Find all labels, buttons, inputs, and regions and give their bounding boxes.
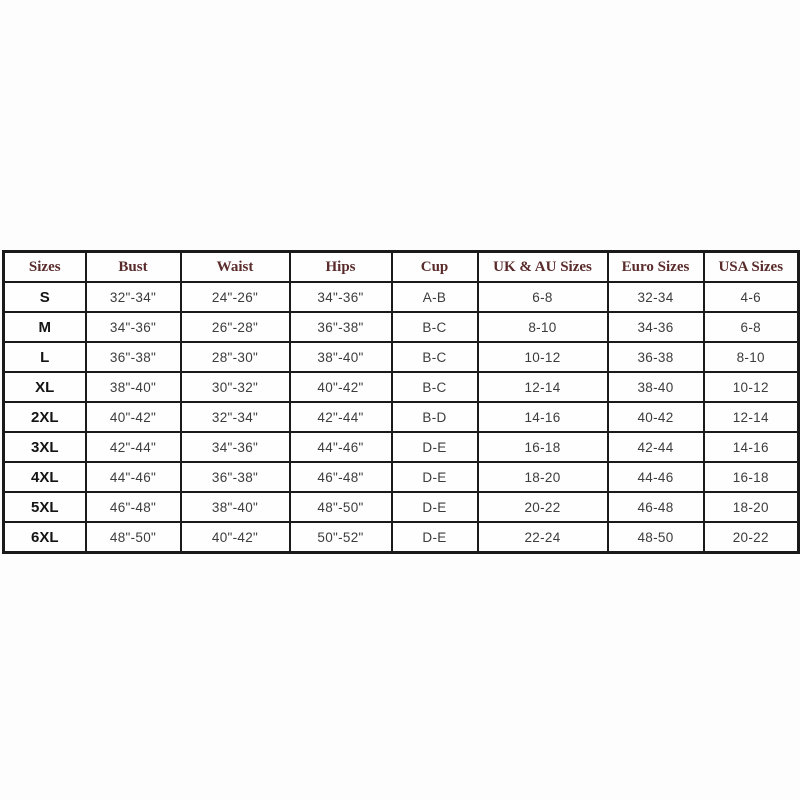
table-cell: D-E	[392, 432, 478, 462]
table-cell: 10-12	[478, 342, 608, 372]
table-cell: 38-40	[608, 372, 704, 402]
table-cell: 38"-40"	[86, 372, 181, 402]
table-cell: 44"-46"	[86, 462, 181, 492]
table-cell: 8-10	[704, 342, 799, 372]
table-cell: 20-22	[704, 522, 799, 553]
table-cell: 24"-26"	[181, 282, 290, 312]
table-cell: A-B	[392, 282, 478, 312]
table-cell: 26"-28"	[181, 312, 290, 342]
table-row	[4, 312, 799, 342]
table-cell: 16-18	[704, 462, 799, 492]
table-cell: 34"-36"	[181, 432, 290, 462]
table-cell: 6-8	[478, 282, 608, 312]
table-cell: 16-18	[478, 432, 608, 462]
column-header: Sizes	[4, 252, 86, 283]
table-cell: 28"-30"	[181, 342, 290, 372]
table-cell: 36"-38"	[290, 312, 392, 342]
size-label-cell: XL	[4, 372, 86, 402]
table-cell: 34"-36"	[290, 282, 392, 312]
table-cell: 48-50	[608, 522, 704, 553]
table-row	[4, 432, 799, 462]
size-label-cell: 2XL	[4, 402, 86, 432]
table-cell: 40"-42"	[86, 402, 181, 432]
table-cell: 12-14	[478, 372, 608, 402]
table-cell: 34"-36"	[86, 312, 181, 342]
table-cell: D-E	[392, 492, 478, 522]
table-row	[4, 342, 799, 372]
table-cell: 8-10	[478, 312, 608, 342]
table-cell: 20-22	[478, 492, 608, 522]
table-cell: B-D	[392, 402, 478, 432]
table-cell: 36-38	[608, 342, 704, 372]
size-label-cell: 4XL	[4, 462, 86, 492]
table-cell: 18-20	[478, 462, 608, 492]
table-cell: 50"-52"	[290, 522, 392, 553]
table-row	[4, 492, 799, 522]
table-cell: 44"-46"	[290, 432, 392, 462]
table-cell: 32"-34"	[86, 282, 181, 312]
table-row	[4, 402, 799, 432]
column-header: Euro Sizes	[608, 252, 704, 283]
table-cell: B-C	[392, 342, 478, 372]
table-cell: 42"-44"	[86, 432, 181, 462]
table-cell: 40"-42"	[181, 522, 290, 553]
header-row	[4, 252, 799, 283]
column-header: USA Sizes	[704, 252, 799, 283]
table-cell: 36"-38"	[181, 462, 290, 492]
column-header: Waist	[181, 252, 290, 283]
table-cell: 4-6	[704, 282, 799, 312]
table-cell: 12-14	[704, 402, 799, 432]
table-cell: 22-24	[478, 522, 608, 553]
table-cell: 40-42	[608, 402, 704, 432]
table-cell: 48"-50"	[290, 492, 392, 522]
column-header: UK & AU Sizes	[478, 252, 608, 283]
table-cell: 44-46	[608, 462, 704, 492]
table-cell: 10-12	[704, 372, 799, 402]
table-cell: 14-16	[478, 402, 608, 432]
table-cell: B-C	[392, 372, 478, 402]
table-cell: D-E	[392, 522, 478, 553]
table-cell: 30"-32"	[181, 372, 290, 402]
table-cell: 42-44	[608, 432, 704, 462]
size-label-cell: S	[4, 282, 86, 312]
table-cell: 18-20	[704, 492, 799, 522]
column-header: Hips	[290, 252, 392, 283]
table-cell: 38"-40"	[181, 492, 290, 522]
column-header: Bust	[86, 252, 181, 283]
table-row	[4, 282, 799, 312]
table-cell: 46-48	[608, 492, 704, 522]
table-cell: 46"-48"	[86, 492, 181, 522]
table-cell: 40"-42"	[290, 372, 392, 402]
table-row	[4, 462, 799, 492]
size-label-cell: 3XL	[4, 432, 86, 462]
table-cell: B-C	[392, 312, 478, 342]
table-row	[4, 522, 799, 553]
size-label-cell: M	[4, 312, 86, 342]
table-cell: 32-34	[608, 282, 704, 312]
table-cell: 46"-48"	[290, 462, 392, 492]
table-cell: 42"-44"	[290, 402, 392, 432]
table-cell: 6-8	[704, 312, 799, 342]
size-label-cell: 6XL	[4, 522, 86, 553]
column-header: Cup	[392, 252, 478, 283]
table-cell: 34-36	[608, 312, 704, 342]
size-label-cell: L	[4, 342, 86, 372]
table-body	[4, 282, 799, 553]
table-cell: 36"-38"	[86, 342, 181, 372]
table-cell: 38"-40"	[290, 342, 392, 372]
size-chart-table	[2, 250, 800, 554]
table-cell: 48"-50"	[86, 522, 181, 553]
table-cell: D-E	[392, 462, 478, 492]
size-label-cell: 5XL	[4, 492, 86, 522]
table-row	[4, 372, 799, 402]
table-cell: 32"-34"	[181, 402, 290, 432]
table-cell: 14-16	[704, 432, 799, 462]
